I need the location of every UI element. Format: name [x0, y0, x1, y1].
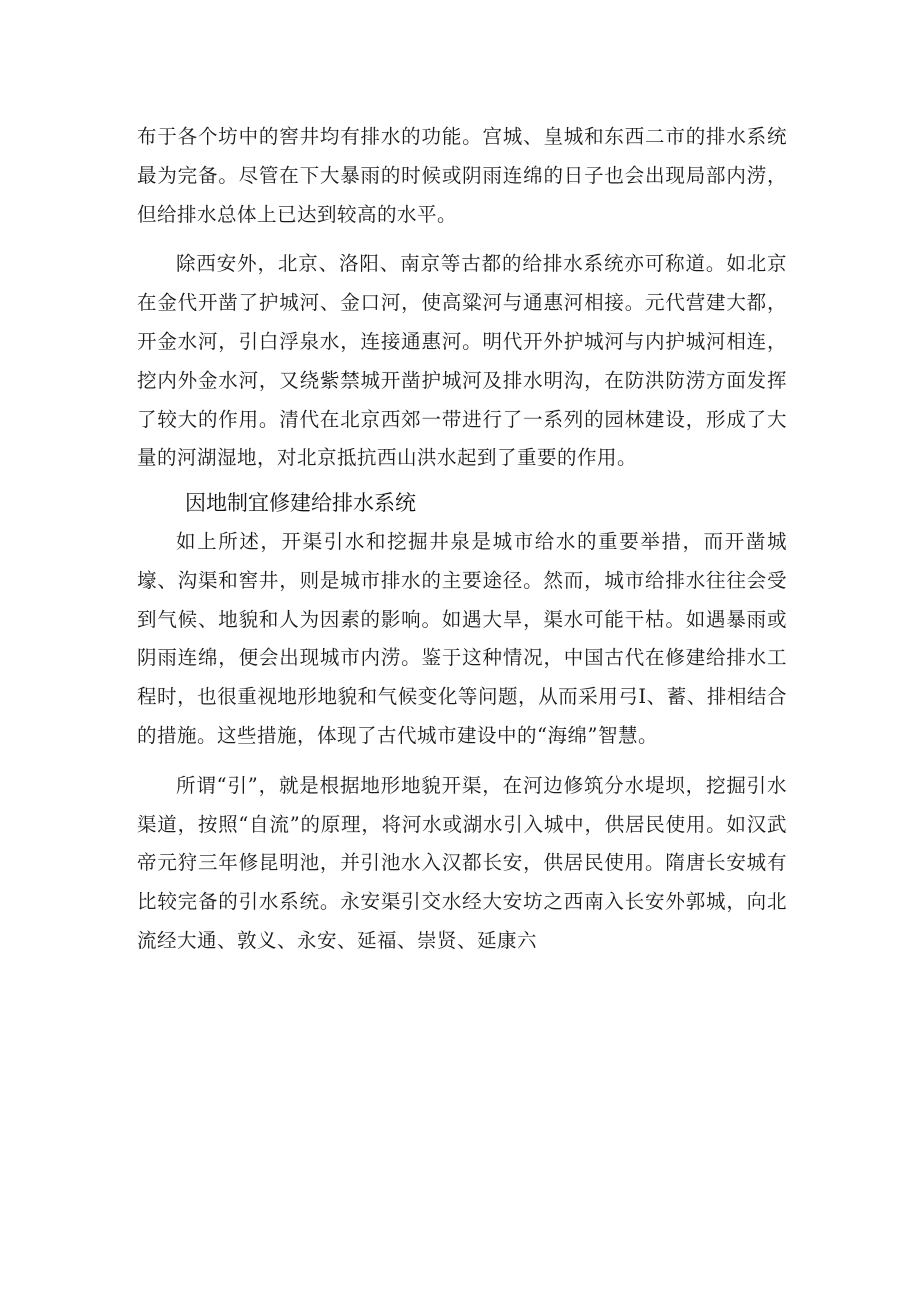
- paragraph-yin-diversion: 所谓“引”，就是根据地形地貌开渠，在河边修筑分水堤坝，挖掘引水渠道，按照“自流”的原理，将河水或湖水引入城中，供居民使用。如汉武帝元狩三年修昆明池，并引池水入汉都长安，供居民使用。隋唐长安城有比较完备的引水系统。永安渠引交水经大安坊之西南入长安外郭城，向北流经大通、敦义、永安、延福、崇贤、延康六: [137, 773, 787, 952]
- paragraph-sponge-wisdom: 如上所述，开渠引水和挖掘井泉是城市给水的重要举措，而开凿城壕、沟渠和窖井，则是城市排水的主要途径。然而，城市给排水往往会受到气候、地貌和人为因素的影响。如遇大旱，渠水可能干枯。如遇暴雨或阴雨连绵，便会出现城市内涝。鉴于这种情况，中国古代在修建给排水工程时，也很重视地形地貌和气候变化等问题，从而采用弓I、蓄、排相结合的措施。这些措施，体现了古代城市建设中的“海绵”智慧。: [137, 529, 787, 747]
- section-heading: 因地制宜修建给排水系统: [185, 491, 416, 516]
- document-page: [137, 118, 787, 961]
- paragraph-gap: [137, 234, 787, 245]
- paragraph-gap: [137, 756, 787, 767]
- paragraph-ancient-capitals: 除西安外，北京、洛阳、南京等古都的给排水系统亦可称道。如北京在金代开凿了护城河、金口河，使高粱河与通惠河相接。元代营建大都，开金水河，引白浮泉水，连接通惠河。明代开外护城河与内护城河相连，挖内外金水河，又绕紫禁城开凿护城河及排水明沟，在防洪防涝方面发挥了较大的作用。清代在北京西郊一带进行了一系列的园林建设，形成了大量的河湖湿地，对北京抵抗西山洪水起到了重要的作用。: [137, 252, 787, 470]
- paragraph-drainage-tang: 布于各个坊中的窖井均有排水的功能。宫城、皇城和东西二市的排水系统最为完备。尽管在下大暴雨的时候或阴雨连绵的日子也会出现局部内涝，但给排水总体上已达到较高的水平。: [137, 125, 787, 226]
